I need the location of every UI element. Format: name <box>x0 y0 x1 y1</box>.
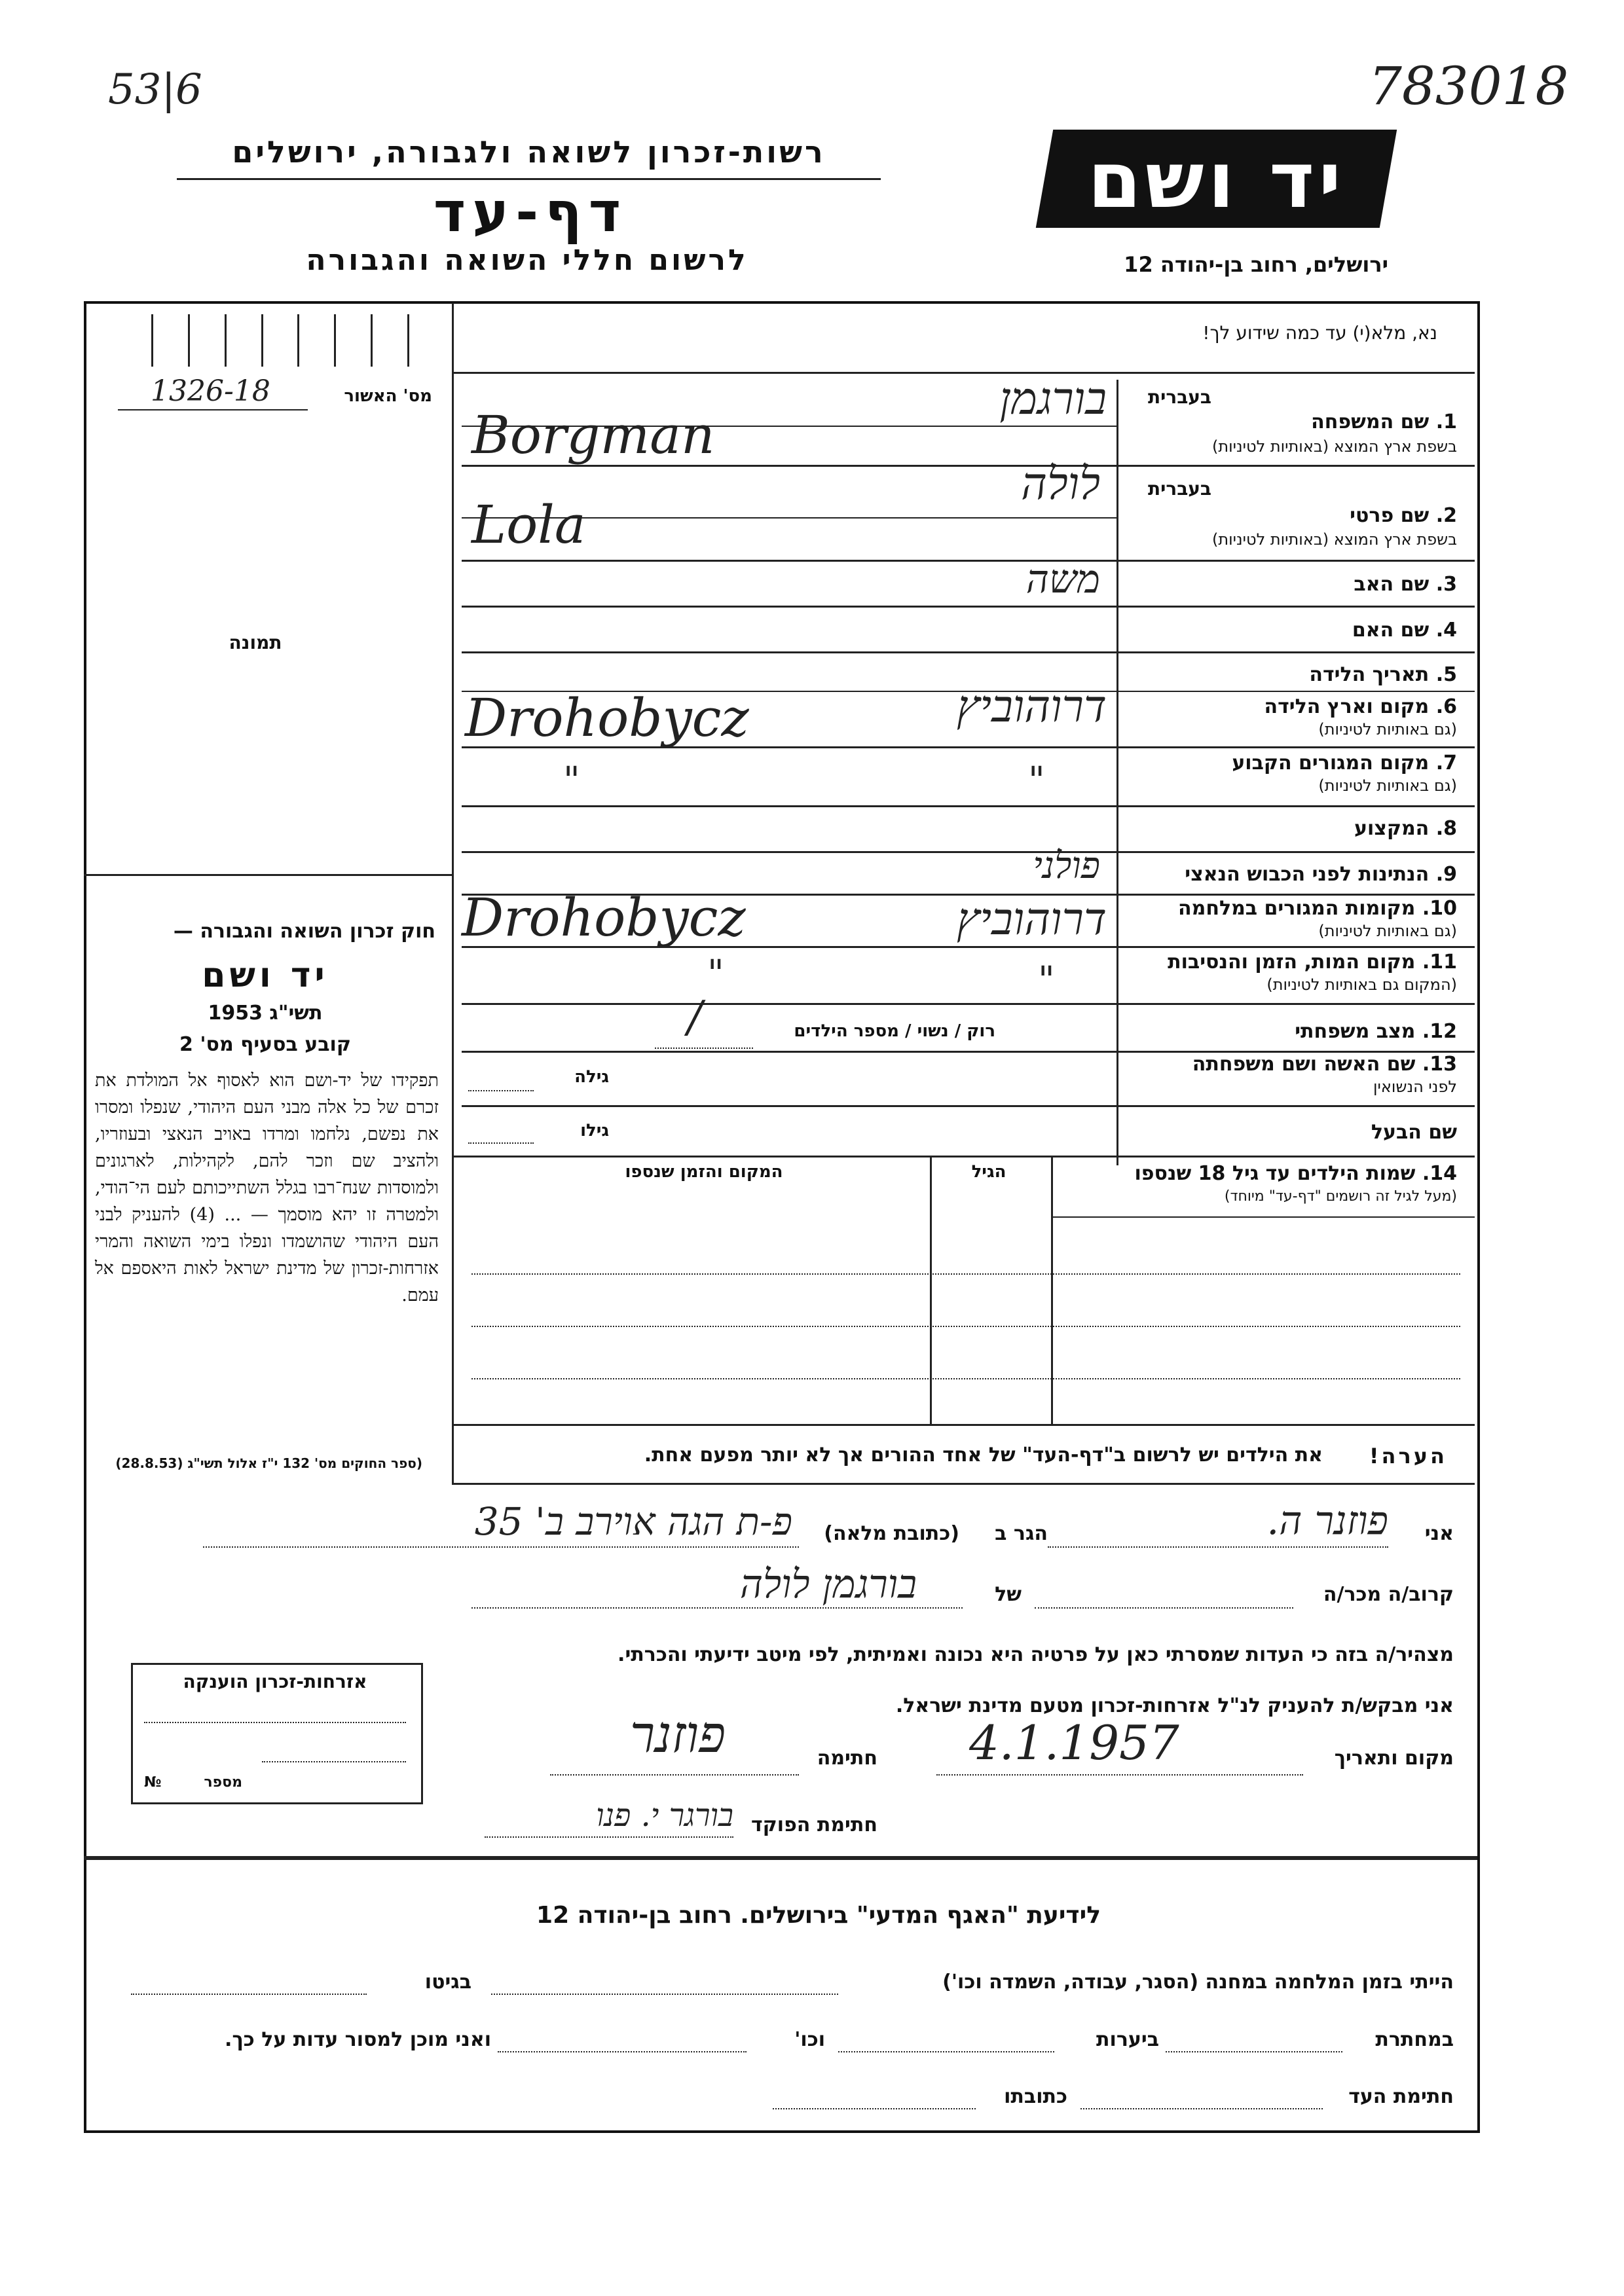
divider-left-column <box>452 303 454 1425</box>
declaration-ani: אני <box>1424 1522 1454 1545</box>
witness-address-line <box>773 2108 976 2109</box>
logo-text: יד ושם <box>1087 135 1346 225</box>
approval-value: 1326-18 <box>151 374 270 408</box>
nationality-value: פולני <box>1033 845 1100 887</box>
children-age-header: הגיל <box>971 1162 1006 1182</box>
wartime-residence-latin-value: Drohobycz <box>462 887 746 948</box>
children-col-divider-1 <box>930 1156 932 1424</box>
form-title: דף-עד <box>433 180 628 244</box>
file-code-left: 53|6 <box>108 65 202 114</box>
declarant-signature: פוזנר <box>629 1705 726 1764</box>
approval-label: מס' האשור <box>344 386 432 406</box>
citizenship-no-label: № <box>144 1774 162 1791</box>
form-subtitle: לרשום חללי השואה והגבורה <box>306 244 748 277</box>
place-date-line <box>936 1774 1303 1776</box>
forests-label: ביערות <box>1096 2028 1159 2051</box>
wartime-residence-hebrew-value: דרוהוביץ <box>956 894 1107 945</box>
declarant-name-value: פוזנר ה. <box>1266 1498 1388 1544</box>
field-1-sub: בשפת ארץ המוצא (באותיות לטיניות) <box>1212 437 1457 456</box>
field-4-label: 4. שם האם <box>1352 619 1457 642</box>
father-name-value: משה <box>1025 556 1100 602</box>
field-7-label: 7. מקום המגורים הקבוע <box>1232 752 1457 774</box>
wife-age-line <box>468 1090 534 1091</box>
surname-latin-value: Borgman <box>471 405 715 465</box>
field-2-label: 2. שם פרטי <box>1350 504 1457 527</box>
field-11-sub: (המקום גם באותיות לטיניות) <box>1266 975 1457 994</box>
marital-value: / <box>688 992 703 1042</box>
field-14-sub: (מעל לגיל זה רושמים "דף-עד" מיוחד) <box>1224 1188 1457 1205</box>
place-date-label: מקום ותאריך <box>1334 1747 1454 1770</box>
signature-line <box>550 1774 799 1776</box>
law-source: (ספר החוקים מס' 132 י"ז אלול תשי"ג (28.8.53) <box>115 1455 422 1471</box>
children-place-header: המקום והזמן שנספו <box>625 1162 783 1182</box>
camp-line <box>491 1994 838 1995</box>
address-label: (כתובת מלאה) <box>824 1522 959 1545</box>
office-address: ירושלים, רחוב בן-יהודה 12 <box>1124 252 1388 277</box>
declarant-address-value: פ-ת הגה אוירב ב' 35 <box>474 1499 792 1544</box>
footer-title: לידיעת "האגף המדעי" בירושלים. רחוב בן-יהודה 12 <box>536 1902 1101 1929</box>
birthplace-hebrew-value: דרוהוביץ <box>956 681 1107 733</box>
ready-text: ואני מוכן למסור עדות על כך. <box>225 2028 491 2051</box>
declarant-address-line <box>203 1546 799 1548</box>
left-column-bottom-divider <box>452 1425 454 1485</box>
officer-line <box>485 1836 733 1838</box>
witness-address-label: כתובתו <box>1004 2085 1067 2108</box>
field-13-bottom-line <box>462 1105 1475 1107</box>
of-line <box>471 1607 963 1609</box>
marital-options: רוק / נשוי / מספר הילדים <box>794 1021 995 1041</box>
card-code-boxes <box>117 314 444 367</box>
surname-hebrew-value: בורגמן <box>999 373 1107 425</box>
witness-signature-line <box>1080 2108 1323 2109</box>
footer-top-line <box>84 1856 1477 1860</box>
field-12-dotted-line <box>655 1048 753 1049</box>
field-3-bottom-line <box>462 606 1475 608</box>
field-2-sub: בשפת ארץ המוצא (באותיות לטיניות) <box>1212 530 1457 549</box>
residence-ditto-left: " <box>563 759 580 802</box>
deceased-name-value: בורגמן לולה <box>739 1561 917 1607</box>
field-10-sub: (גם באותיות לטיניות) <box>1318 922 1457 940</box>
field-13-sub: לפני הנשואין <box>1373 1078 1457 1096</box>
officer-signature: בורגר י. פנו <box>596 1797 733 1834</box>
etc-line <box>498 2051 747 2052</box>
field-4-bottom-line <box>462 651 1475 653</box>
children-row-3 <box>471 1378 1460 1379</box>
law-title: חוק זכרון השואה והגבורה — <box>173 920 435 943</box>
first-name-latin-value: Lola <box>471 494 586 555</box>
children-header-line <box>1051 1216 1475 1218</box>
law-clause: קובע בסעיף מס' 2 <box>179 1033 351 1056</box>
ghetto-line <box>131 1994 367 1995</box>
children-bottom-line <box>452 1424 1475 1426</box>
children-row-1 <box>471 1273 1460 1275</box>
witness-signature-label: חתימת העד <box>1348 2085 1454 2108</box>
relation-label: קרוב/ה מכר/ה <box>1323 1583 1454 1606</box>
hebrew-tag-1: בעברית <box>1147 386 1211 408</box>
field-5-label: 5. תאריך הלידה <box>1309 663 1457 686</box>
death-place-ditto-right: " <box>1038 959 1055 1002</box>
signature-label: חתימה <box>817 1747 877 1770</box>
field-11-label: 11. מקום המות, הזמן והנסיבות <box>1168 951 1457 974</box>
field-7-sub: (גם באותיות לטיניות) <box>1318 776 1457 795</box>
underground-label: במחתרת <box>1375 2028 1454 2051</box>
law-year: תשי"ג 1953 <box>208 1002 323 1025</box>
footer-camp-text: הייתי בזמן המלחמה במחנה (הסגר, עבודה, השמדה וכו') <box>942 1971 1454 1994</box>
statement-text: מצהיר/ה בזה כי העדות שמסרתי כאן על פרטיה היא נכונה ואמיתית, לפי מיטב ידיעתי והכרתי. <box>618 1643 1454 1666</box>
relation-line <box>1035 1607 1293 1609</box>
field-10-label: 10. מקומות המגורים במלחמה <box>1178 897 1457 920</box>
remark-label: הערה! <box>1369 1444 1447 1468</box>
husband-bottom-line <box>452 1156 1475 1157</box>
file-code-right: 783018 <box>1369 56 1569 117</box>
officer-label: חתימת הפוקד <box>751 1813 877 1836</box>
remark-text: את הילדים יש לרשום ב"דף-העד" של אחד ההורים אך לא יותר מפעם אחת. <box>644 1444 1323 1467</box>
field-6-sub: (גם באותיות לטיניות) <box>1318 720 1457 738</box>
divider-label-column <box>1116 380 1118 1165</box>
husband-age-line <box>468 1142 534 1144</box>
etc-label: וכו' <box>794 2028 825 2051</box>
citizenship-line-2 <box>262 1761 406 1762</box>
field-9-label: 9. הנתינות לפני הכבוש הנאצי <box>1185 863 1457 886</box>
first-name-hebrew-value: לולה <box>1021 458 1100 510</box>
ghetto-label: בגיטו <box>424 1971 471 1994</box>
field-12-label: 12. מצב משפחתי <box>1295 1020 1457 1043</box>
husband-age-label: גילו <box>580 1121 609 1140</box>
field-11-bottom-line <box>462 1003 1475 1005</box>
place-date-value: 4.1.1957 <box>969 1715 1179 1770</box>
field-10-bottom-line <box>462 946 1475 948</box>
declarant-name-line <box>1048 1546 1388 1548</box>
law-text: תפקידו של יד-ושם הוא לאסוף אל המולדת את זכרם של כל אלה מבני העם היהודי, שנפלו ומסרו את נפשם, נלחמו ומרדו באויב הנאצי ובעוזריו, ולהציב שם וזכר להם, לקהילות, לארגונים ולמוסדות שנח־רבו בגלל השתייכותם לעם הי־הודי, ולמטרה זו יהא מוסמך — ... (4) להעניק לבני העם היהודי שהושמדו ונפלו בימי השואה והמרי אזרחות-זכרון של מדינת ישראל לאות היאספם אל עמם. <box>95 1070 439 1305</box>
citizenship-line-1 <box>144 1722 406 1723</box>
fill-note: נא, מלא(י) עד כמה שידוע לך! <box>1202 322 1437 344</box>
underground-line <box>1166 2051 1342 2052</box>
approval-line <box>118 409 308 410</box>
field-7-bottom-line <box>462 805 1475 807</box>
children-col-divider-2 <box>1051 1156 1053 1424</box>
field-6-label: 6. מקום וארץ הלידה <box>1264 695 1457 718</box>
field-3-label: 3. שם האב <box>1354 573 1457 596</box>
request-text: אני מבקש/ת להעניק לנ"ל אזרחות-זכרון מטעם מדינת ישראל. <box>895 1694 1454 1717</box>
death-place-ditto-left: " <box>707 953 724 995</box>
wife-age-label: גילה <box>574 1067 609 1087</box>
of-label: של <box>995 1583 1022 1606</box>
field-2-mid-line <box>462 517 1116 519</box>
field-6-bottom-line <box>462 746 1475 748</box>
field-13-label: 13. שם האשה ושם משפחתה <box>1192 1053 1457 1076</box>
remark-bottom-line <box>452 1483 1475 1485</box>
photo-label: תמונה <box>229 632 282 653</box>
field-8-label: 8. המקצוע <box>1354 817 1457 840</box>
hebrew-tag-2: בעברית <box>1147 478 1211 500</box>
authority-name: רשות-זכרון לשואה ולגבורה, ירושלים <box>232 134 826 170</box>
resides-label: הגר ב <box>995 1522 1048 1545</box>
field-14-label: 14. שמות הילדים עד גיל 18 שנספו <box>1134 1162 1457 1185</box>
birthplace-latin-value: Drohobycz <box>465 687 749 748</box>
husband-label: שם הבעל <box>1371 1121 1457 1144</box>
children-row-2 <box>471 1326 1460 1327</box>
forests-line <box>838 2051 1054 2052</box>
field-1-mid-line <box>462 426 1116 427</box>
field-1-label: 1. שם המשפחה <box>1311 410 1457 433</box>
law-name: יד ושם <box>202 956 329 995</box>
photo-bottom-line <box>84 874 452 876</box>
citizenship-title: אזרחות-זכרון הוענקה <box>183 1671 367 1692</box>
residence-ditto-right: " <box>1028 759 1045 802</box>
citizenship-number-label: מספר <box>204 1774 242 1791</box>
